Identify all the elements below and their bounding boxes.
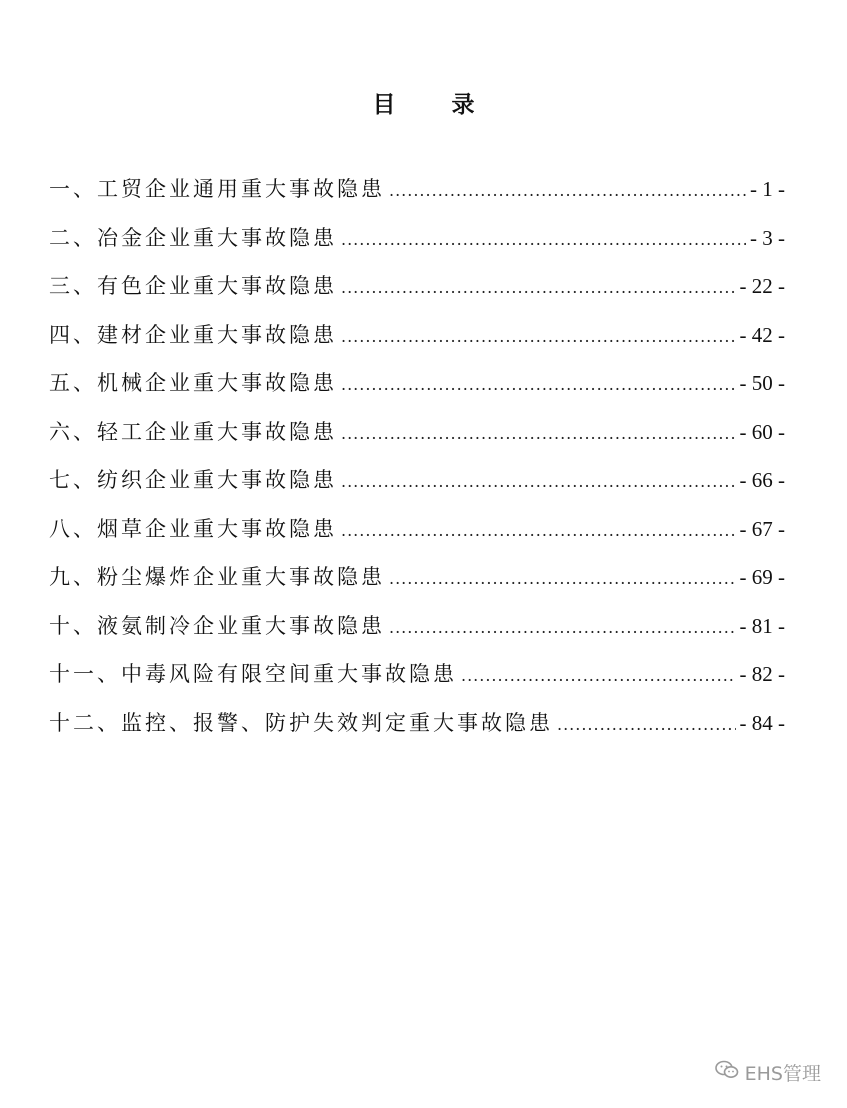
toc-entry[interactable]: [49, 270, 785, 319]
page-title: 目 录: [372, 92, 499, 118]
toc-entry-label: 五、机械企业重大事故隐患: [49, 371, 337, 395]
toc-leader-dots: [389, 618, 736, 637]
toc-leader-dots: [341, 424, 736, 443]
toc-entry[interactable]: [49, 416, 785, 465]
toc-entry-page: - 50 -: [739, 371, 785, 395]
toc-entry-page: - 1 -: [750, 177, 785, 201]
toc-entry[interactable]: [49, 367, 785, 416]
toc-leader-dots: [341, 472, 736, 491]
toc-leader-dots: [557, 715, 736, 734]
toc-entry-page: - 3 -: [750, 225, 785, 250]
toc-entry-page: - 81 -: [739, 613, 785, 638]
toc-entry-label: 六、轻工企业重大事故隐患: [49, 419, 337, 444]
toc-entry-label: 四、建材企业重大事故隐患: [49, 322, 337, 347]
toc-entry-label: 三、有色企业重大事故隐患: [49, 274, 337, 298]
toc-leader-dots: [341, 278, 736, 297]
toc-entry-label: 九、粉尘爆炸企业重大事故隐患: [49, 565, 385, 589]
toc-entry-label: 七、纺织企业重大事故隐患: [49, 468, 337, 492]
toc-entry[interactable]: [49, 319, 785, 368]
toc-leader-dots: [341, 230, 746, 249]
toc-leader-dots: [341, 375, 736, 394]
toc-entry-label: 八、烟草企业重大事故隐患: [49, 516, 337, 541]
toc-entry-page: - 60 -: [739, 419, 785, 444]
toc-leader-dots: [389, 569, 736, 588]
toc-entry[interactable]: [49, 464, 785, 513]
toc-entry-page: - 67 -: [739, 516, 785, 541]
toc-entry[interactable]: [49, 707, 785, 756]
toc-entry-label: 十、液氨制冷企业重大事故隐患: [49, 613, 385, 638]
toc-leader-dots: [341, 327, 736, 346]
toc-entry-page: - 66 -: [739, 468, 785, 492]
toc-entry[interactable]: [49, 561, 785, 610]
wechat-icon: [715, 1060, 745, 1085]
toc-entry-page: - 69 -: [739, 565, 785, 589]
watermark: [715, 1059, 821, 1086]
toc-entry[interactable]: [49, 222, 785, 271]
toc-entry[interactable]: [49, 658, 785, 707]
toc-entry-page: - 22 -: [739, 274, 785, 298]
toc-entry-label: 二、冶金企业重大事故隐患: [49, 225, 337, 250]
watermark-text: EHS管理: [744, 1063, 821, 1085]
toc-entry-page: - 84 -: [739, 710, 785, 735]
toc-entry-label: 十二、监控、报警、防护失效判定重大事故隐患: [49, 710, 553, 735]
toc-leader-dots: [341, 521, 736, 540]
toc-entry-page: - 42 -: [739, 322, 785, 347]
toc-leader-dots: [461, 666, 736, 685]
toc-entry-page: - 82 -: [739, 662, 785, 686]
toc-leader-dots: [389, 181, 746, 200]
toc-entry[interactable]: [49, 513, 785, 562]
toc-entry-label: 十一、中毒风险有限空间重大事故隐患: [49, 662, 457, 686]
toc-entry-label: 一、工贸企业通用重大事故隐患: [49, 177, 385, 201]
toc-entry[interactable]: [49, 173, 785, 222]
table-of-contents: [49, 173, 785, 755]
toc-entry[interactable]: [49, 610, 785, 659]
